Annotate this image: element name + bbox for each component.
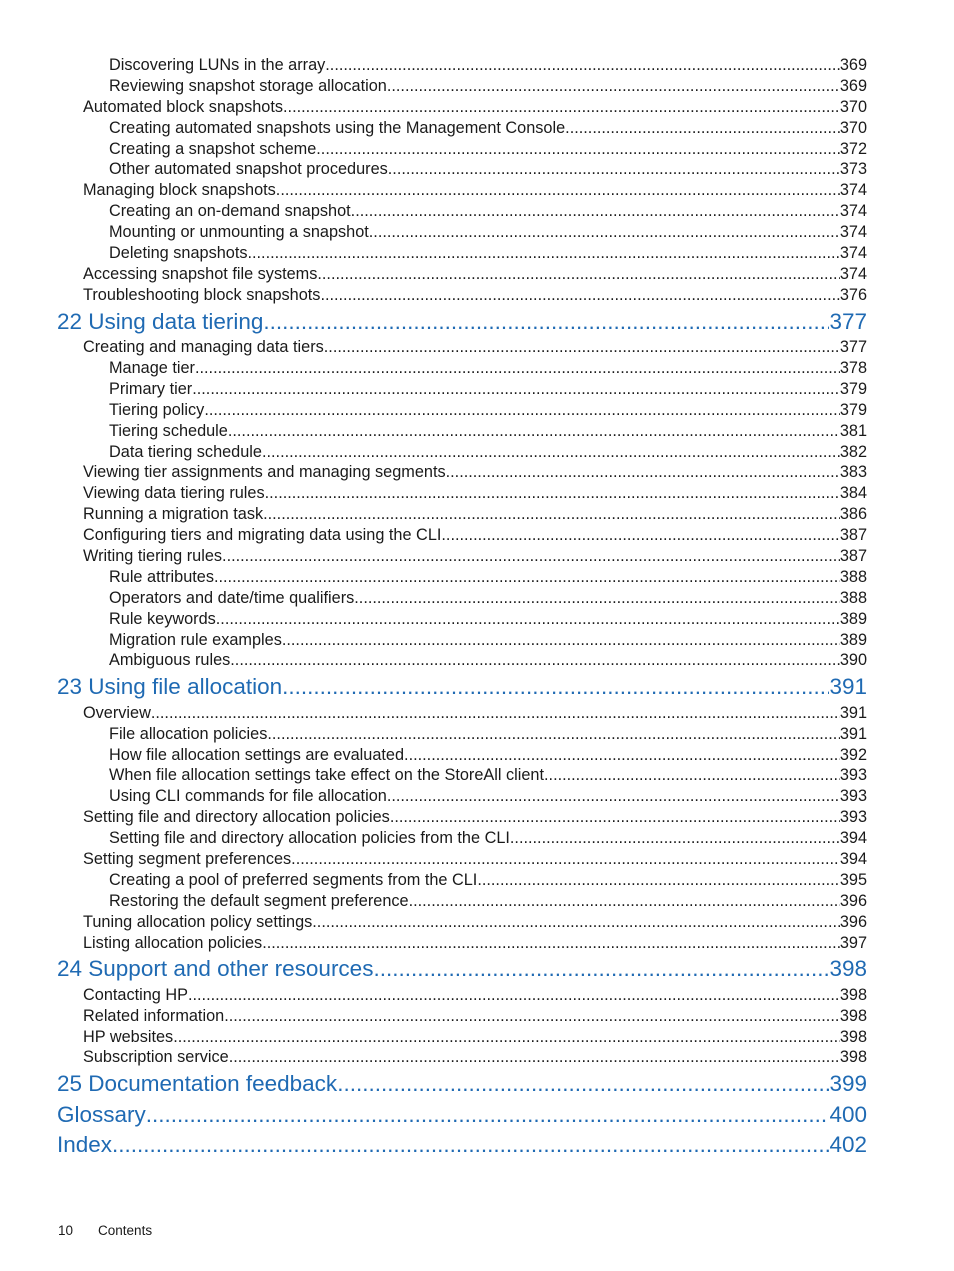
toc-entry[interactable] [0, 159, 954, 180]
toc-chapter-entry[interactable] [0, 1130, 954, 1160]
toc-entry[interactable] [0, 76, 954, 97]
toc-dot-leader [324, 337, 840, 358]
toc-entry-title: Viewing tier assignments and managing segments [83, 463, 446, 482]
toc-entry-page: 399 [829, 1071, 867, 1097]
toc-entry-page: 373 [839, 160, 867, 179]
toc-entry[interactable] [0, 765, 954, 786]
toc-dot-leader [312, 912, 840, 933]
toc-entry-title: Listing allocation policies [83, 933, 263, 952]
toc-entry-page: 393 [839, 766, 867, 785]
toc-entry[interactable] [0, 264, 954, 285]
toc-entry[interactable] [0, 201, 954, 222]
toc-entry-page: 382 [839, 442, 867, 461]
toc-dot-leader [325, 55, 840, 76]
toc-dot-leader [283, 97, 840, 118]
toc-entry-page: 396 [839, 912, 867, 931]
toc-entry-title: Accessing snapshot file systems [83, 264, 318, 283]
toc-entry-page: 393 [839, 808, 867, 827]
toc-entry-page: 388 [839, 588, 867, 607]
toc-entry-page: 396 [839, 891, 867, 910]
toc-entry-page: 370 [839, 118, 867, 137]
toc-entry-page: 394 [839, 849, 867, 868]
toc-dot-leader [441, 525, 839, 546]
toc-dot-leader [373, 954, 829, 984]
toc-entry-title: Running a migration task [83, 505, 264, 524]
toc-entry-page: 391 [839, 703, 867, 722]
toc-entry-page: 402 [829, 1132, 867, 1158]
toc-entry-page: 387 [839, 526, 867, 545]
toc-dot-leader [247, 243, 839, 264]
toc-chapter-entry[interactable] [0, 1069, 954, 1099]
toc-entry[interactable] [0, 828, 954, 849]
toc-entry-title: Other automated snapshot procedures [109, 160, 388, 179]
toc-entry[interactable] [0, 1047, 954, 1068]
toc-entry-title: Overview [83, 703, 151, 722]
toc-dot-leader [262, 933, 840, 954]
toc-entry[interactable] [0, 504, 954, 525]
toc-entry-page: 376 [839, 285, 867, 304]
toc-entry[interactable] [0, 745, 954, 766]
toc-entry[interactable] [0, 807, 954, 828]
toc-entry-page: 377 [829, 308, 867, 334]
toc-entry-title: Managing block snapshots [83, 181, 276, 200]
toc-entry[interactable] [0, 1027, 954, 1048]
toc-entry[interactable] [0, 786, 954, 807]
toc-entry[interactable] [0, 525, 954, 546]
toc-entry[interactable] [0, 180, 954, 201]
toc-entry-page: 379 [839, 400, 867, 419]
toc-entry-page: 374 [839, 264, 867, 283]
toc-dot-leader [195, 358, 840, 379]
toc-dot-leader [263, 504, 840, 525]
toc-entry[interactable] [0, 358, 954, 379]
toc-entry[interactable] [0, 139, 954, 160]
toc-entry-title: Creating automated snapshots using the Management Console [109, 118, 566, 137]
toc-entry-page: 374 [839, 244, 867, 263]
toc-entry-title: How file allocation settings are evaluated [109, 745, 405, 764]
toc-entry-title: Automated block snapshots [83, 97, 284, 116]
toc-entry-title: Contacting HP [83, 985, 188, 1004]
toc-entry-page: 377 [839, 338, 867, 357]
toc-entry-title: 23 Using file allocation [57, 674, 283, 700]
toc-dot-leader [216, 609, 840, 630]
toc-entry[interactable] [0, 483, 954, 504]
toc-entry[interactable] [0, 546, 954, 567]
toc-entry[interactable] [0, 703, 954, 724]
toc-dot-leader [387, 76, 840, 97]
toc-entry-title: Subscription service [83, 1048, 229, 1067]
toc-dot-leader [404, 745, 840, 766]
toc-entry-page: 383 [839, 463, 867, 482]
toc-entry[interactable] [0, 1006, 954, 1027]
toc-dot-leader [354, 588, 840, 609]
toc-dot-leader [282, 630, 840, 651]
toc-dot-leader [230, 650, 840, 671]
toc-entry-page: 379 [839, 379, 867, 398]
toc-entry[interactable] [0, 985, 954, 1006]
toc-entry-page: 398 [839, 1027, 867, 1046]
toc-entry[interactable] [0, 379, 954, 400]
toc-entry[interactable] [0, 442, 954, 463]
toc-entry[interactable] [0, 724, 954, 745]
toc-dot-leader [390, 807, 840, 828]
toc-entry-title: 22 Using data tiering [57, 308, 264, 334]
toc-entry[interactable] [0, 933, 954, 954]
toc-entry[interactable] [0, 421, 954, 442]
toc-entry-title: 24 Support and other resources [57, 956, 374, 982]
toc-entry-title: Operators and date/time qualifiers [109, 588, 355, 607]
toc-entry-title: Discovering LUNs in the array [109, 56, 326, 74]
toc-entry[interactable] [0, 337, 954, 358]
toc-entry-title: Reviewing snapshot storage allocation [109, 76, 387, 95]
toc-entry-title: Creating an on-demand snapshot [109, 202, 351, 221]
toc-entry[interactable] [0, 285, 954, 306]
toc-entry-title: Deleting snapshots [109, 244, 248, 263]
toc-dot-leader [204, 400, 840, 421]
toc-dot-leader [188, 985, 840, 1006]
toc-entry-page: 387 [839, 546, 867, 565]
toc-entry[interactable] [0, 849, 954, 870]
toc-entry-title: Setting segment preferences [83, 849, 292, 868]
toc-dot-leader [214, 567, 840, 588]
toc-dot-leader [409, 891, 840, 912]
toc-dot-leader [173, 1027, 840, 1048]
toc-entry-title: Viewing data tiering rules [83, 484, 265, 503]
toc-entry[interactable] [0, 400, 954, 421]
toc-entry-page: 395 [839, 870, 867, 889]
toc-entry[interactable] [0, 891, 954, 912]
toc-entry-page: 391 [829, 674, 867, 700]
toc-entry-page: 374 [839, 223, 867, 242]
toc-entry-page: 394 [839, 829, 867, 848]
toc-dot-leader [477, 870, 840, 891]
toc-entry-page: 372 [839, 139, 867, 158]
toc-entry[interactable] [0, 912, 954, 933]
toc-dot-leader [265, 483, 840, 504]
toc-entry-title: Tuning allocation policy settings [83, 912, 313, 931]
toc-entry-page: 384 [839, 484, 867, 503]
toc-chapter-entry[interactable] [0, 1100, 954, 1130]
toc-entry-page: 381 [839, 421, 867, 440]
toc-dot-leader [146, 1100, 830, 1130]
toc-entry-title: Rule keywords [109, 609, 216, 628]
toc-dot-leader [192, 379, 840, 400]
toc-dot-leader [446, 462, 840, 483]
toc-entry-title: Data tiering schedule [109, 442, 262, 461]
toc-entry-page: 398 [829, 956, 867, 982]
toc-entry-title: Glossary [57, 1101, 146, 1127]
toc-entry-title: Manage tier [109, 358, 195, 377]
toc-entry-page: 369 [839, 76, 867, 95]
toc-chapter-entry[interactable] [0, 672, 954, 702]
toc-dot-leader [317, 264, 839, 285]
toc-entry-page: 386 [839, 505, 867, 524]
toc-entry-title: Related information [83, 1006, 225, 1025]
toc-entry-title: Troubleshooting block snapshots [83, 285, 321, 304]
toc-entry-title: Restoring the default segment preference [109, 891, 409, 910]
toc-entry-title: Migration rule examples [109, 630, 282, 649]
toc-entry-title: Index [57, 1132, 113, 1158]
toc-dot-leader [276, 180, 840, 201]
toc-entry-title: Setting file and directory allocation policies from the CLI [109, 829, 510, 848]
toc-dot-leader [222, 546, 840, 567]
toc-entry[interactable] [0, 870, 954, 891]
toc-dot-leader [510, 828, 840, 849]
toc-entry-title: Using CLI commands for file allocation [109, 787, 387, 806]
toc-entry[interactable] [0, 567, 954, 588]
toc-dot-leader [387, 786, 840, 807]
toc-dot-leader [229, 1047, 840, 1068]
toc-entry-page: 400 [829, 1101, 867, 1127]
toc-entry-page: 369 [839, 56, 867, 74]
toc-dot-leader [262, 442, 840, 463]
toc-dot-leader [565, 118, 840, 139]
toc-dot-leader [351, 201, 840, 222]
toc-entry[interactable] [0, 609, 954, 630]
toc-entry-page: 378 [839, 358, 867, 377]
toc-dot-leader [151, 703, 840, 724]
toc-entry-page: 398 [839, 1006, 867, 1025]
toc-entry-title: 25 Documentation feedback [57, 1071, 338, 1097]
toc-dot-leader [228, 421, 840, 442]
toc-entry-title: Configuring tiers and migrating data using the CLI [83, 526, 442, 545]
toc-dot-leader [267, 724, 839, 745]
toc-entry[interactable] [0, 650, 954, 671]
toc-entry-page: 374 [839, 202, 867, 221]
toc-dot-leader [369, 222, 840, 243]
toc-entry[interactable] [0, 243, 954, 264]
toc-entry-page: 398 [839, 1048, 867, 1067]
toc-entry-page: 389 [839, 609, 867, 628]
toc-dot-leader [544, 765, 840, 786]
toc-entry-title: HP websites [83, 1027, 174, 1046]
toc-entry-page: 398 [839, 985, 867, 1004]
toc-entry-title: When file allocation settings take effect on the StoreAll client [109, 766, 545, 785]
toc-entry-page: 388 [839, 567, 867, 586]
toc-dot-leader [224, 1006, 840, 1027]
toc-entry-title: Ambiguous rules [109, 651, 231, 670]
toc-entry-title: Mounting or unmounting a snapshot [109, 223, 369, 242]
toc-entry-title: Creating a pool of preferred segments from the CLI [109, 870, 478, 889]
toc-dot-leader [320, 285, 839, 306]
toc-entry[interactable] [0, 462, 954, 483]
toc-entry-title: Setting file and directory allocation policies [83, 808, 390, 827]
toc-chapter-entry[interactable] [0, 307, 954, 337]
toc-entry-page: 389 [839, 630, 867, 649]
toc-entry-page: 393 [839, 787, 867, 806]
toc-dot-leader [388, 159, 840, 180]
table-of-contents [0, 55, 954, 1161]
toc-entry-title: File allocation policies [109, 724, 268, 743]
toc-dot-leader [282, 672, 829, 702]
footer-page-number: 10 [58, 1223, 74, 1238]
toc-entry-page: 374 [839, 181, 867, 200]
toc-entry[interactable] [0, 97, 954, 118]
toc-dot-leader [263, 307, 829, 337]
page-footer [58, 1223, 177, 1238]
toc-entry[interactable] [0, 118, 954, 139]
toc-entry-page: 397 [839, 933, 867, 952]
toc-entry-page: 392 [839, 745, 867, 764]
toc-entry-page: 390 [839, 651, 867, 670]
toc-entry[interactable] [0, 630, 954, 651]
toc-entry[interactable] [0, 55, 954, 76]
toc-entry-title: Tiering policy [109, 400, 205, 419]
toc-dot-leader [316, 139, 840, 160]
toc-entry-page: 370 [839, 97, 867, 116]
toc-entry-title: Tiering schedule [109, 421, 228, 440]
toc-entry-title: Primary tier [109, 379, 193, 398]
footer-section-title: Contents [98, 1223, 153, 1238]
toc-dot-leader [291, 849, 840, 870]
toc-entry-title: Creating and managing data tiers [83, 338, 324, 357]
toc-entry-title: Creating a snapshot scheme [109, 139, 317, 158]
toc-entry[interactable] [0, 588, 954, 609]
toc-dot-leader [112, 1130, 829, 1160]
toc-entry[interactable] [0, 222, 954, 243]
toc-dot-leader [337, 1069, 829, 1099]
toc-chapter-entry[interactable] [0, 954, 954, 984]
toc-entry-title: Writing tiering rules [83, 546, 223, 565]
toc-entry-page: 391 [839, 724, 867, 743]
toc-entry-title: Rule attributes [109, 567, 214, 586]
